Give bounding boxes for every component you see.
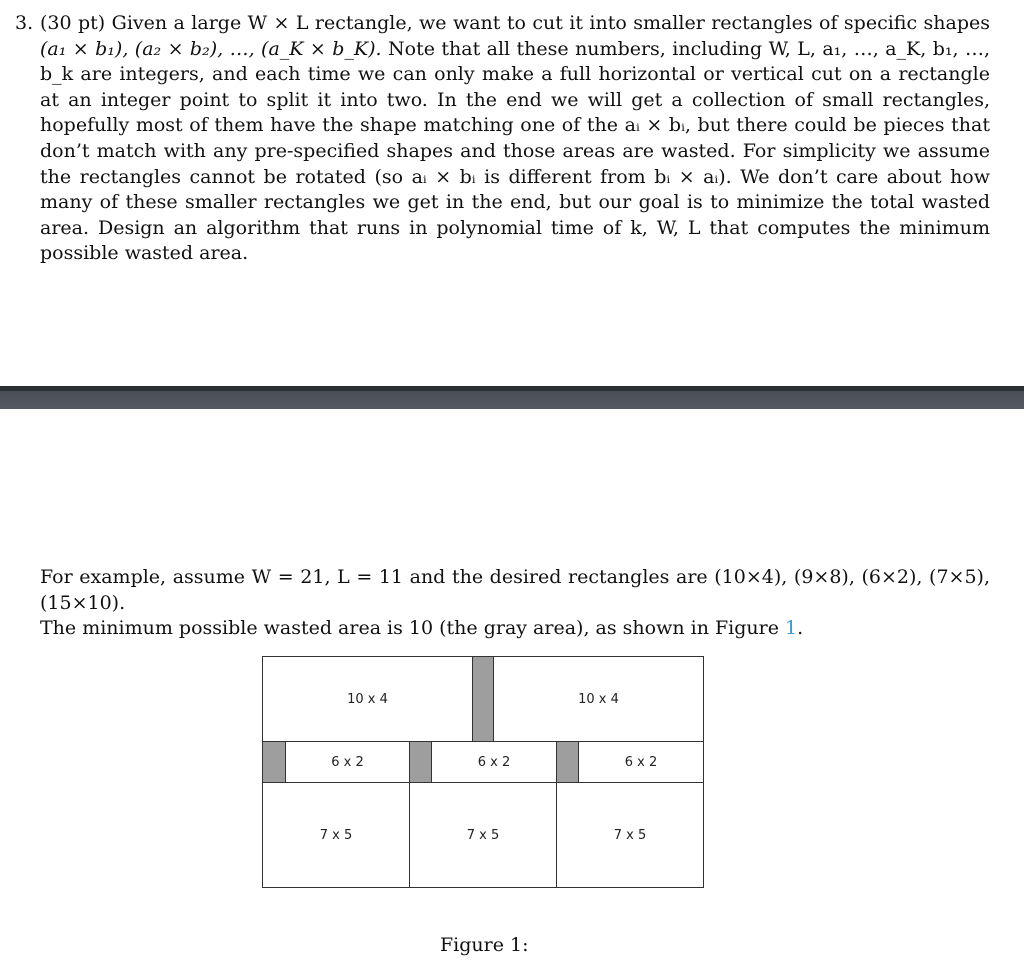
waste-top-center <box>472 656 494 742</box>
label-mid-right: 6 x 2 <box>624 754 658 770</box>
problem-rotation: For simplicity we assume the rectangles cannot be rotated (so aᵢ × bᵢ is different from bᵢ × aᵢ). <box>40 139 990 188</box>
problem-statement <box>15 11 991 267</box>
problem-number: 3. <box>15 12 34 34</box>
label-top-left: 10 x 4 <box>347 691 388 707</box>
problem-goal: We don’t care about how many of these smaller rectangles we get in the end, but our goal is to minimize the total wasted area. <box>40 165 991 239</box>
label-bottom-right: 7 x 5 <box>613 827 647 843</box>
example-line-2-text: The minimum possible wasted area is 10 (the gray area), as shown in Figure <box>40 617 779 640</box>
rect-bottom-right <box>556 782 704 888</box>
rect-top-left <box>262 656 473 742</box>
problem-points: (30 pt) <box>40 12 106 34</box>
rect-mid-left <box>285 741 410 783</box>
waste-mid-left <box>262 741 286 783</box>
waste-mid-center <box>409 741 432 783</box>
rect-mid-right <box>578 741 704 783</box>
label-top-right: 10 x 4 <box>578 691 619 707</box>
example-line-1: For example, assume W = 21, L = 11 and the desired rectangles are (10×4), (9×8), (6×2), (7×5), (15×10). <box>40 566 990 614</box>
example-line-2-end: . <box>797 617 804 640</box>
example-line-2 <box>40 616 990 642</box>
problem-shapes: (a₁ × b₁), (a₂ × b₂), …, (a_K × b_K). <box>40 37 382 60</box>
label-mid-center: 6 x 2 <box>477 754 511 770</box>
label-mid-left: 6 x 2 <box>331 754 364 770</box>
rect-bottom-left <box>262 782 410 888</box>
example-paragraph <box>40 565 990 642</box>
rect-mid-center <box>431 741 557 783</box>
problem-collection: In the end we will get a collection of small rectangles, hopefully most of them have the shape matching one of the aᵢ × bᵢ, but there could be pieces that don’t match with any pre-specified shapes and those areas are wasted. <box>40 88 990 162</box>
problem-intro: Given a large W × L rectangle, we want to cut it into smaller rectangles of specific shapes <box>111 12 990 34</box>
figure-reference-link[interactable]: 1 <box>785 617 798 640</box>
problem-integers: Note that all these numbers, including W, L, a₁, …, a_K, b₁, …, b_k are integers, and each time we can only make a full horizontal or vertical cut on a rectangle at an integer point to split it into two. <box>40 37 991 111</box>
problem-task: Design an algorithm that runs in polynomial time of k, W, L that computes the minimum possible wasted area. <box>40 216 990 265</box>
label-bottom-left: 7 x 5 <box>319 827 353 843</box>
figure-caption: Figure 1: <box>440 934 529 956</box>
rect-top-right <box>493 656 704 742</box>
page-divider <box>0 386 1024 409</box>
rect-bottom-center <box>409 782 557 888</box>
label-bottom-center: 7 x 5 <box>466 827 500 843</box>
figure-cutting-diagram <box>262 656 704 888</box>
waste-mid-right <box>556 741 579 783</box>
